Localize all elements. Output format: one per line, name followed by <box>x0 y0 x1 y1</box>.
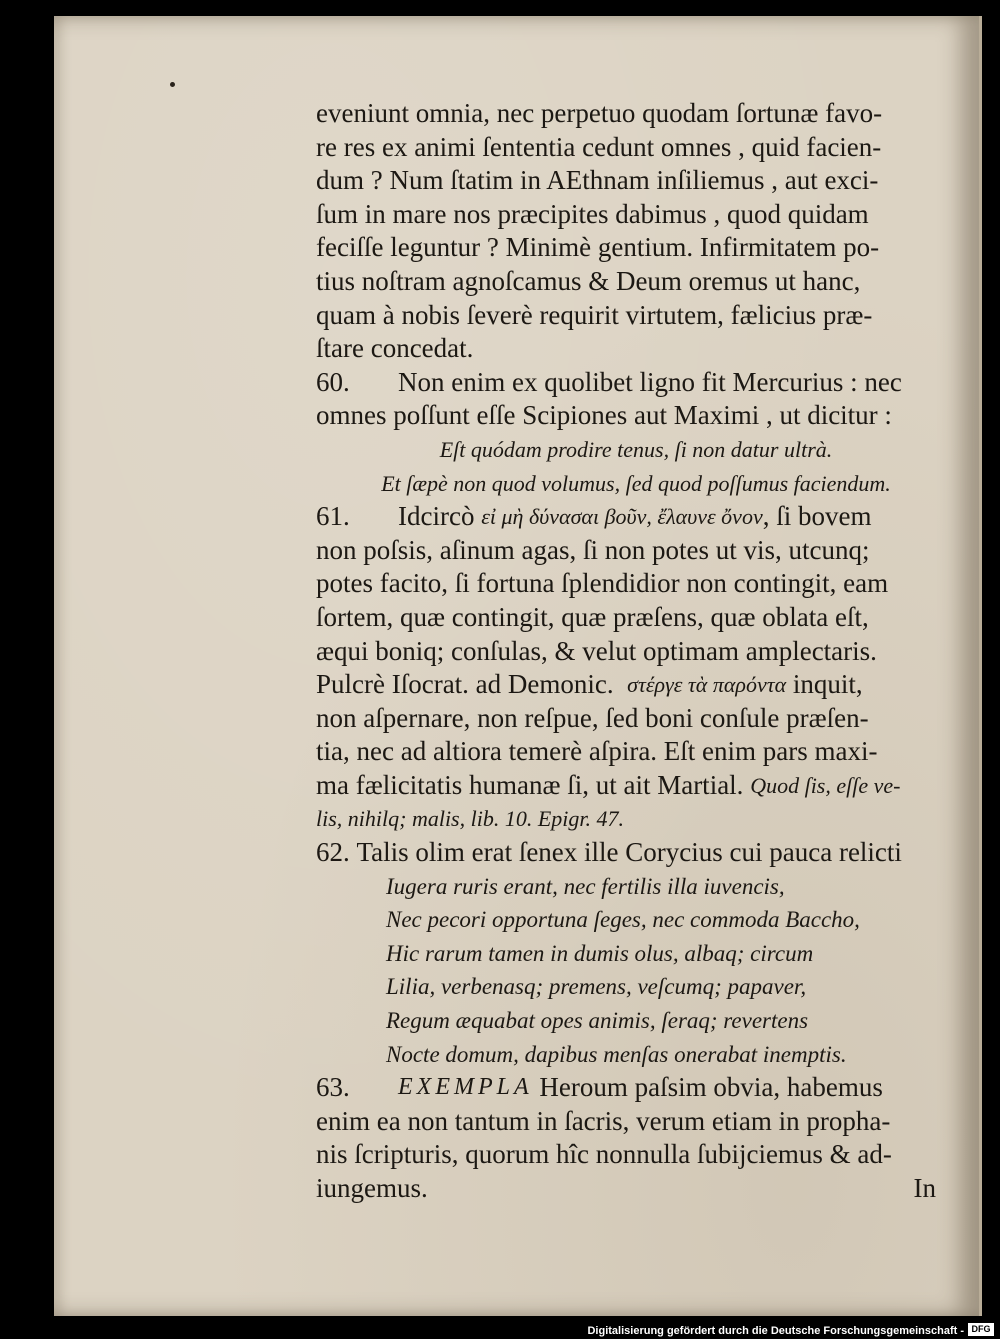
text-line: tia, nec ad altiora temerè aſpira. Eſt enim pars maxi- <box>316 736 878 767</box>
footer-bar <box>0 1319 1000 1339</box>
paragraph-62-first-line <box>316 836 956 870</box>
greek-phrase: εἰ μὴ δύνασαι βοῦν, ἔλαυνε ὄνον <box>481 504 763 530</box>
paragraph-63-first-line <box>316 1071 956 1105</box>
text-line: feciſſe leguntur ? Minimè gentium. Infirmitatem po- <box>316 232 880 263</box>
text-line: dum ? Num ſtatim in AEthnam inſiliemus , aut exci- <box>316 165 879 196</box>
paragraph-number: 61. <box>316 501 350 532</box>
ink-speck <box>170 82 175 87</box>
text-span: Heroum paſsim obvia, habemus <box>539 1072 883 1103</box>
verse-line: Regum æquabat opes animis, ſeraq; revertens <box>386 1008 809 1034</box>
text-line: tius noſtram agnoſcamus & Deum oremus ut hanc, <box>316 265 861 296</box>
text-line: eveniunt omnia, nec perpetuo quodam ſortunæ favo- <box>316 98 883 128</box>
paragraph-number: 60. <box>316 366 350 397</box>
text-line: re res ex animi ſententia cedunt omnes , quid facien- <box>316 131 882 162</box>
text-span: Idcircò <box>398 501 475 532</box>
text-span: Non enim ex quolibet ligno fit Mercurius : nec <box>398 366 902 397</box>
quote-line: Eſt quódam prodire tenus, ſi non datur ultrà. <box>439 436 833 462</box>
paragraph-number: 62. <box>316 837 350 868</box>
greek-phrase: στέργε τὰ παρόντα <box>627 672 787 698</box>
text-line: omnes poſſunt eſſe Scipiones aut Maximi , ut dicitur : <box>316 400 892 431</box>
page-text <box>316 97 956 1206</box>
text-line: nis ſcripturis, quorum hîc nonnulla ſubijciemus & ad- <box>316 1139 892 1170</box>
text-line: ſum in mare nos præcipites dabimus , quod quidam <box>316 198 869 229</box>
verse-line: Nec pecori opportuna ſeges, nec commoda Baccho, <box>386 907 860 933</box>
text-span: Talis olim erat ſenex ille Corycius cui pauca relicti <box>356 837 902 868</box>
text-line: ſortem, quæ contingit, quæ præſens, quæ oblata eſt, <box>316 601 869 632</box>
martial-line <box>316 769 956 803</box>
paragraph-number: 63. <box>316 1072 350 1103</box>
last-line <box>316 1172 956 1206</box>
paragraph-60-first-line <box>316 366 956 400</box>
text-span: inquit, <box>792 669 863 700</box>
text-line: non aſpernare, non reſpue, ſed boni conſule præſen- <box>316 702 869 733</box>
catchword: In <box>913 1173 936 1203</box>
italic-quote: Quod ſis, eſſe ve- <box>750 772 901 798</box>
text-line: æqui boniq; conſulas, & velut optimam amplectaris. <box>316 635 877 666</box>
text-line: potes facito, ſi fortuna ſplendidior non contingit, eam <box>316 568 889 599</box>
text-span: ma fælicitatis humanæ ſi, ut ait Martial. <box>316 769 744 800</box>
citation-line: lis, nihilq; malis, lib. 10. Epigr. 47. <box>316 806 625 832</box>
verse-line: Hic rarum tamen in dumis olus, albaq; circum <box>386 940 814 966</box>
quote-line: Et ſæpè non quod volumus, ſed quod poſſumus faciendum. <box>381 470 891 496</box>
text-line: non poſsis, aſinum agas, ſi non potes ut vis, utcunq; <box>316 534 870 565</box>
verse-line: Iugera ruris erant, nec fertilis illa iuvencis, <box>386 873 785 899</box>
text-line: ſtare concedat. <box>316 333 474 364</box>
paragraph-61-first-line <box>316 500 956 534</box>
dfg-logo: DFG <box>968 1323 994 1336</box>
spaced-caps: EXEMPLA <box>398 1074 533 1101</box>
text-span: Pulcrè Iſocrat. ad Demonic. <box>316 669 614 700</box>
text-line: enim ea non tantum in ſacris, verum etiam in propha- <box>316 1105 891 1136</box>
digitization-credit: Digitalisierung gefördert durch die Deutsche Forschungsgemeinschaft - <box>587 1325 964 1337</box>
text-line: quam à nobis ſeverè requirit virtutem, fælicius præ- <box>316 299 873 330</box>
verse-line: Nocte domum, dapibus menſas onerabat inemptis. <box>386 1041 847 1067</box>
verse-line: Lilia, verbenasq; premens, veſcumq; papaver, <box>386 974 807 1000</box>
text-span: iungemus. <box>316 1173 428 1203</box>
text-span: , ſi bovem <box>762 501 872 532</box>
isocrates-line <box>316 668 956 702</box>
